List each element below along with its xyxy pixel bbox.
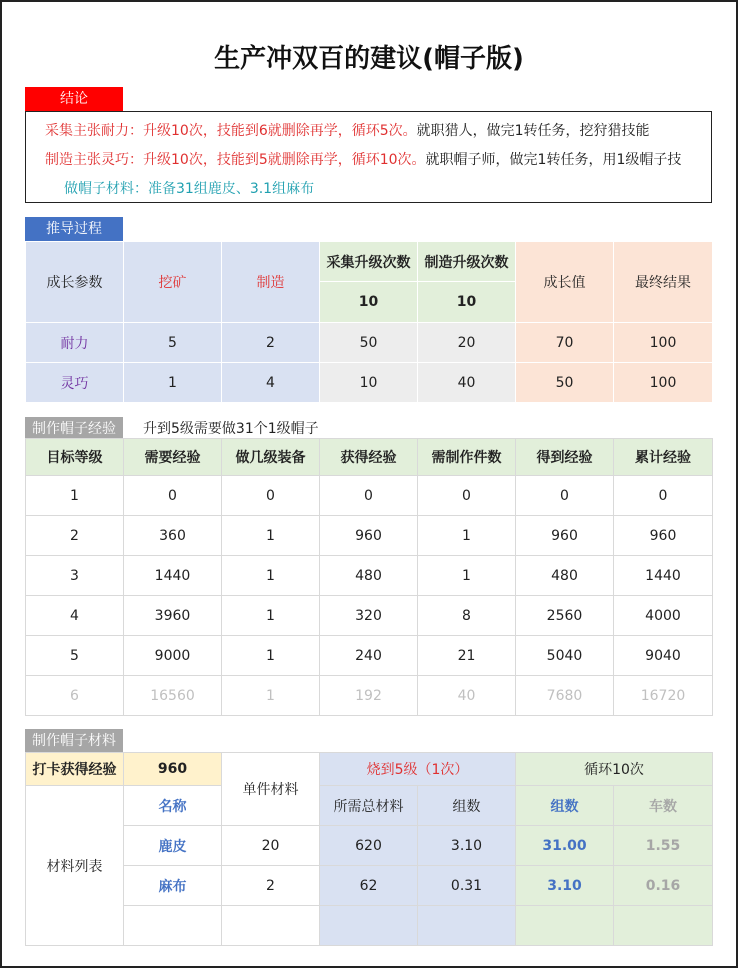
table-cell: 麻布	[124, 866, 222, 906]
table-cell: 480	[516, 556, 614, 596]
table-cell: 需制作件数	[418, 439, 516, 476]
hat-exp-tag: 制作帽子经验	[25, 417, 123, 441]
table-cell: 1	[26, 476, 124, 516]
table-row	[26, 866, 713, 906]
groups-header: 组数	[418, 786, 516, 826]
craft-upgrade-header: 制造升级次数	[418, 242, 516, 282]
table-cell: 4000	[614, 596, 713, 636]
table-cell: 0	[124, 476, 222, 516]
table-cell: 16560	[124, 676, 222, 716]
cars-header: 车数	[614, 786, 713, 826]
table-cell: 0	[418, 476, 516, 516]
table-cell: 100	[614, 363, 713, 403]
table-cell: 10	[320, 363, 418, 403]
table-cell: 4	[222, 363, 320, 403]
table-cell: 31.00	[516, 826, 614, 866]
table-cell: 2	[222, 323, 320, 363]
table-cell: 1	[124, 363, 222, 403]
table-cell: 40	[418, 676, 516, 716]
conclusion-tag: 结论	[25, 87, 123, 111]
table-cell: 灵巧	[26, 363, 124, 403]
table-row	[26, 636, 713, 676]
table-cell	[222, 906, 320, 946]
table-cell: 5	[124, 323, 222, 363]
table-cell: 16720	[614, 676, 713, 716]
table-cell: 0	[516, 476, 614, 516]
table-cell: 9000	[124, 636, 222, 676]
gather-upgrade-header: 采集升级次数	[320, 242, 418, 282]
table-row	[26, 476, 713, 516]
table-cell: 耐力	[26, 323, 124, 363]
table-cell: 50	[516, 363, 614, 403]
name-header: 名称	[124, 786, 222, 826]
table-row	[26, 516, 713, 556]
cycle-groups-header: 组数	[516, 786, 614, 826]
table-cell: 1	[418, 516, 516, 556]
table-cell: 3.10	[516, 866, 614, 906]
table-row	[26, 826, 713, 866]
gather-upgrade-value: 10	[320, 282, 418, 323]
table-cell: 0	[614, 476, 713, 516]
table-row	[26, 906, 713, 946]
table-cell: 9040	[614, 636, 713, 676]
table-cell: 21	[418, 636, 516, 676]
table-row	[26, 363, 713, 403]
table-cell: 得到经验	[516, 439, 614, 476]
table-cell: 累计经验	[614, 439, 713, 476]
table-row	[26, 323, 713, 363]
table-cell: 40	[418, 363, 516, 403]
table-cell: 5040	[516, 636, 614, 676]
table-cell	[516, 906, 614, 946]
table-cell: 2	[222, 866, 320, 906]
table-cell: 做几级装备	[222, 439, 320, 476]
derivation-tag: 推导过程	[25, 217, 123, 241]
table-cell: 1	[222, 676, 320, 716]
table-cell: 20	[418, 323, 516, 363]
table-cell: 5	[26, 636, 124, 676]
table-cell: 6	[26, 676, 124, 716]
table-cell: 100	[614, 323, 713, 363]
table-cell: 480	[320, 556, 418, 596]
checkin-label: 打卡获得经验	[26, 753, 124, 786]
hat-mat-tag: 制作帽子材料	[25, 729, 123, 753]
table-cell: 960	[614, 516, 713, 556]
table-cell: 1	[222, 516, 320, 556]
conclusion-line-1: 采集主张耐力：升级10次，技能到6就删除再学，循环5次。就职猎人，做完1转任务，挖狩猎技能	[45, 123, 650, 139]
conclusion-box	[25, 111, 712, 203]
cycle-header: 循环10次	[516, 753, 713, 786]
table-cell: 0.16	[614, 866, 713, 906]
unit-material-header: 单件材料	[222, 753, 320, 826]
craft-upgrade-value: 10	[418, 282, 516, 323]
table-cell: 320	[320, 596, 418, 636]
param-header: 成长参数	[26, 242, 124, 323]
table-cell: 鹿皮	[124, 826, 222, 866]
table-cell: 1	[222, 556, 320, 596]
table-cell: 1440	[124, 556, 222, 596]
table-cell: 2	[26, 516, 124, 556]
table-cell: 2560	[516, 596, 614, 636]
conclusion-line-3: 做帽子材料：准备31组鹿皮、3.1组麻布	[64, 181, 315, 197]
table-cell: 4	[26, 596, 124, 636]
derivation-table	[25, 241, 713, 403]
burn-header: 烧到5级（1次）	[320, 753, 516, 786]
mining-header: 挖矿	[124, 242, 222, 323]
table-cell	[418, 906, 516, 946]
table-cell: 1	[418, 556, 516, 596]
table-cell: 1	[222, 636, 320, 676]
table-cell: 1440	[614, 556, 713, 596]
table-cell: 960	[320, 516, 418, 556]
table-cell: 获得经验	[320, 439, 418, 476]
table-row	[26, 556, 713, 596]
table-cell: 50	[320, 323, 418, 363]
total-header: 所需总材料	[320, 786, 418, 826]
table-cell: 192	[320, 676, 418, 716]
conclusion-line-2: 制造主张灵巧：升级10次，技能到5就删除再学，循环10次。就职帽子师，做完1转任务，用1级帽子技	[45, 152, 682, 168]
table-cell: 1.55	[614, 826, 713, 866]
table-cell: 62	[320, 866, 418, 906]
table-cell: 1	[222, 596, 320, 636]
table-cell: 960	[516, 516, 614, 556]
table-cell: 70	[516, 323, 614, 363]
hat-exp-note: 升到5级需要做31个1级帽子	[143, 421, 319, 437]
page-title: 生产冲双百的建议(帽子版)	[214, 44, 524, 74]
table-cell: 0.31	[418, 866, 516, 906]
table-cell: 3960	[124, 596, 222, 636]
growth-header: 成长值	[516, 242, 614, 323]
table-row	[26, 596, 713, 636]
table-cell: 3.10	[418, 826, 516, 866]
hat-mat-table	[25, 752, 713, 946]
table-cell: 360	[124, 516, 222, 556]
table-cell: 240	[320, 636, 418, 676]
table-cell: 620	[320, 826, 418, 866]
table-cell: 0	[222, 476, 320, 516]
table-cell: 3	[26, 556, 124, 596]
table-cell: 7680	[516, 676, 614, 716]
table-cell: 需要经验	[124, 439, 222, 476]
table-cell	[614, 906, 713, 946]
table-cell	[124, 906, 222, 946]
material-list-label: 材料列表	[26, 786, 124, 946]
table-cell	[320, 906, 418, 946]
hat-exp-table	[25, 438, 713, 716]
checkin-value: 960	[124, 753, 222, 786]
craft-header: 制造	[222, 242, 320, 323]
table-cell: 目标等级	[26, 439, 124, 476]
table-cell: 20	[222, 826, 320, 866]
table-cell: 0	[320, 476, 418, 516]
table-cell: 8	[418, 596, 516, 636]
table-row	[26, 676, 713, 716]
final-header: 最终结果	[614, 242, 713, 323]
